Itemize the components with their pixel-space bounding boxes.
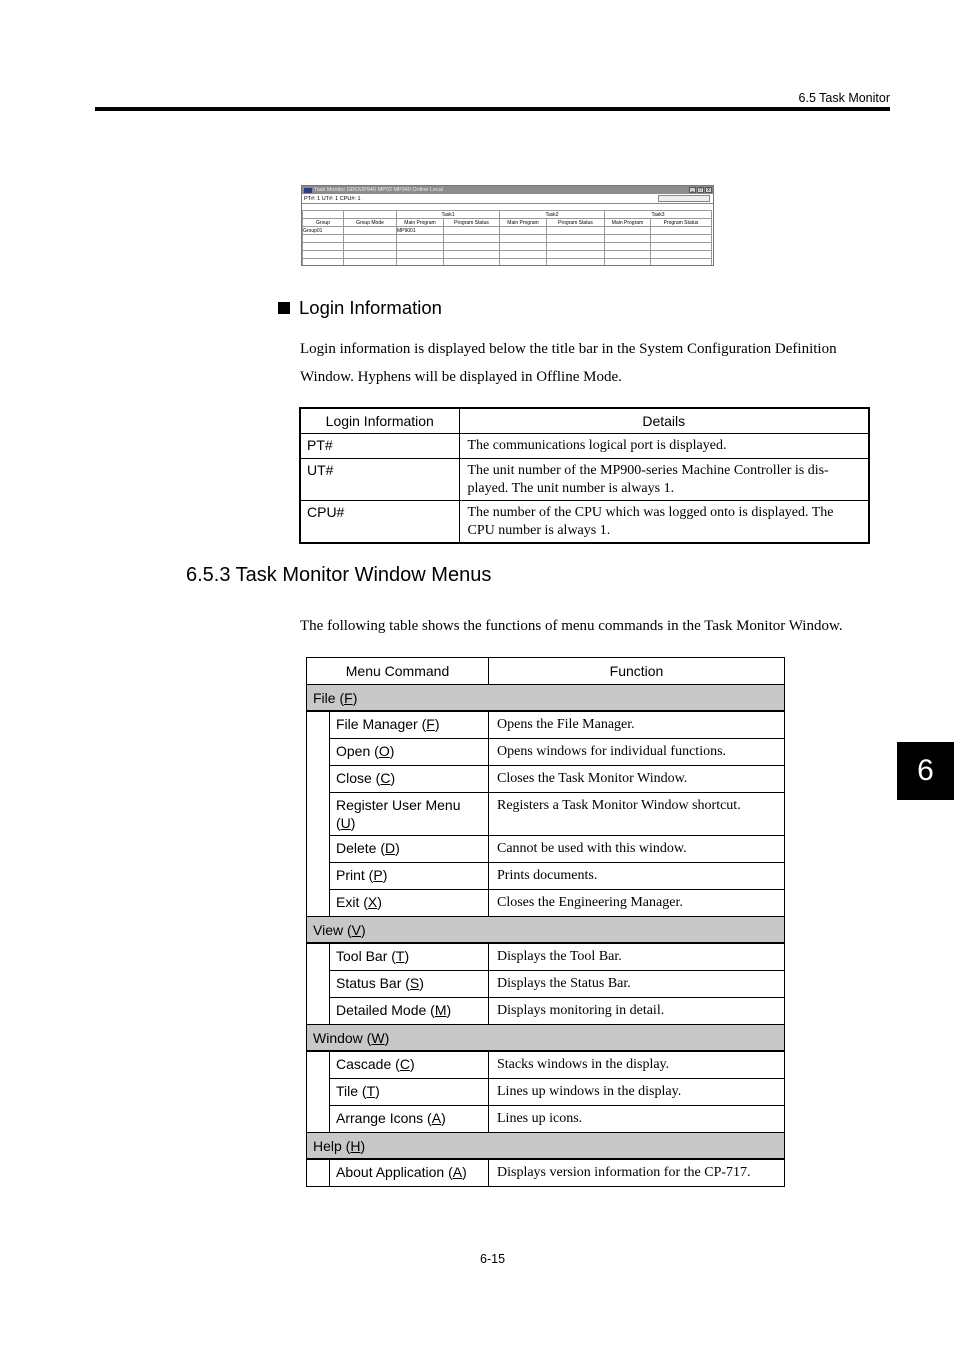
menu-command: Open (O) bbox=[330, 739, 489, 766]
close-icon: x bbox=[705, 187, 712, 193]
menu-group-row bbox=[307, 685, 785, 712]
indent-cell bbox=[307, 998, 330, 1025]
menu-group-label: View (V) bbox=[307, 917, 785, 944]
table-header: Details bbox=[459, 408, 869, 434]
menu-group-row bbox=[307, 1133, 785, 1160]
menu-item-row bbox=[307, 890, 785, 917]
grid-task-header: Task1 bbox=[397, 211, 500, 219]
menu-function: Displays monitoring in detail. bbox=[489, 998, 785, 1025]
menu-command: File Manager (F) bbox=[330, 711, 489, 739]
indent-cell bbox=[307, 863, 330, 890]
header-rule bbox=[95, 107, 890, 111]
grid-task-header: Task3 bbox=[605, 211, 712, 219]
grid-col-header: Group Mode bbox=[344, 219, 397, 227]
menu-item-row bbox=[307, 943, 785, 971]
menu-function: Stacks windows in the display. bbox=[489, 1051, 785, 1079]
indent-cell bbox=[307, 1079, 330, 1106]
page-number: 6-15 bbox=[480, 1252, 506, 1266]
menu-function: Displays version information for the CP-717. bbox=[489, 1159, 785, 1187]
menu-group-label: Window (W) bbox=[307, 1025, 785, 1052]
grid-cell: MP9001 bbox=[397, 227, 444, 235]
login-info-heading-text: Login Information bbox=[299, 297, 442, 318]
indent-cell bbox=[307, 1051, 330, 1079]
login-detail: The unit number of the MP900-series Machine Controller is dis-played. The unit number is always 1. bbox=[459, 459, 869, 501]
screenshot-title: Task Monitor GROUP940 MP02 MP940 Online Local bbox=[314, 187, 444, 193]
menu-item-row bbox=[307, 1079, 785, 1106]
indent-cell bbox=[307, 836, 330, 863]
menus-intro-paragraph: The following table shows the functions of menu commands in the Task Monitor Window. bbox=[300, 618, 843, 634]
menu-item-row bbox=[307, 1051, 785, 1079]
app-icon bbox=[304, 188, 312, 193]
grid-cell bbox=[344, 227, 397, 235]
menu-function: Displays the Status Bar. bbox=[489, 971, 785, 998]
indent-cell bbox=[307, 711, 330, 739]
menu-function: Registers a Task Monitor Window shortcut. bbox=[489, 793, 785, 836]
indent-cell bbox=[307, 1159, 330, 1187]
menu-command: About Application (A) bbox=[330, 1159, 489, 1187]
menu-item-row bbox=[307, 971, 785, 998]
menu-function: Displays the Tool Bar. bbox=[489, 943, 785, 971]
menu-command: Close (C) bbox=[330, 766, 489, 793]
menu-command: Delete (D) bbox=[330, 836, 489, 863]
login-info-heading bbox=[278, 297, 442, 319]
grid-col-header: Main Program bbox=[397, 219, 444, 227]
menu-item-row bbox=[307, 998, 785, 1025]
menu-group-label: File (F) bbox=[307, 685, 785, 712]
menu-function: Closes the Task Monitor Window. bbox=[489, 766, 785, 793]
chapter-tab: 6 bbox=[897, 742, 954, 800]
menu-group-label: Help (H) bbox=[307, 1133, 785, 1160]
menu-command: Status Bar (S) bbox=[330, 971, 489, 998]
menu-function: Closes the Engineering Manager. bbox=[489, 890, 785, 917]
menu-group-row bbox=[307, 917, 785, 944]
grid-task-header: Task2 bbox=[500, 211, 605, 219]
grid-col-header: Program Status bbox=[444, 219, 500, 227]
menu-function: Opens the File Manager. bbox=[489, 711, 785, 739]
grid-cell bbox=[444, 227, 500, 235]
table-header: Menu Command bbox=[307, 658, 489, 685]
login-item: CPU# bbox=[300, 501, 459, 544]
grid-col-header: Program Status bbox=[547, 219, 605, 227]
menu-command: Exit (X) bbox=[330, 890, 489, 917]
bullet-square-icon bbox=[278, 302, 290, 314]
indent-cell bbox=[307, 971, 330, 998]
maximize-icon: □ bbox=[698, 187, 703, 193]
login-info-paragraph: Login information is displayed below the title bar in the System Configuration Definition Window. Hyphens will be displayed in Offline Mode. bbox=[300, 341, 837, 385]
screenshot-login-line bbox=[302, 194, 713, 204]
login-item: PT# bbox=[300, 434, 459, 459]
menu-command: Tile (T) bbox=[330, 1079, 489, 1106]
menu-item-row bbox=[307, 836, 785, 863]
menu-command: Register User Menu (U) bbox=[330, 793, 489, 836]
indent-cell bbox=[307, 739, 330, 766]
grid-col-header: Main Program bbox=[500, 219, 547, 227]
menu-command: Cascade (C) bbox=[330, 1051, 489, 1079]
grid-col-header: Group bbox=[303, 219, 344, 227]
indent-cell bbox=[307, 943, 330, 971]
menu-command: Print (P) bbox=[330, 863, 489, 890]
login-info-table bbox=[299, 407, 870, 544]
menu-item-row bbox=[307, 793, 785, 836]
menu-function: Prints documents. bbox=[489, 863, 785, 890]
menu-group-row bbox=[307, 1025, 785, 1052]
minimize-icon: _ bbox=[689, 187, 696, 193]
menu-item-row bbox=[307, 863, 785, 890]
menu-command: Arrange Icons (A) bbox=[330, 1106, 489, 1133]
menu-function: Lines up windows in the display. bbox=[489, 1079, 785, 1106]
grid-cell bbox=[651, 227, 712, 235]
menu-item-row bbox=[307, 1159, 785, 1187]
menu-function: Cannot be used with this window. bbox=[489, 836, 785, 863]
indent-cell bbox=[307, 890, 330, 917]
grid-cell bbox=[605, 227, 651, 235]
screenshot-status-box bbox=[658, 195, 710, 202]
menu-function: Lines up icons. bbox=[489, 1106, 785, 1133]
login-item: UT# bbox=[300, 459, 459, 501]
table-header: Function bbox=[489, 658, 785, 685]
menu-item-row bbox=[307, 1106, 785, 1133]
indent-cell bbox=[307, 1106, 330, 1133]
subsection-heading: 6.5.3 Task Monitor Window Menus bbox=[186, 564, 492, 586]
menu-command: Tool Bar (T) bbox=[330, 943, 489, 971]
indent-cell bbox=[307, 766, 330, 793]
login-detail: The number of the CPU which was logged onto is displayed. The CPU number is always 1. bbox=[459, 501, 869, 544]
grid-blank bbox=[303, 211, 344, 219]
menu-item-row bbox=[307, 711, 785, 739]
grid-col-header: Main Program bbox=[605, 219, 651, 227]
grid-cell bbox=[547, 227, 605, 235]
menu-item-row bbox=[307, 766, 785, 793]
grid-cell: Group01 bbox=[303, 227, 344, 235]
menu-function: Opens windows for individual functions. bbox=[489, 739, 785, 766]
grid-blank bbox=[344, 211, 397, 219]
menu-item-row bbox=[307, 739, 785, 766]
grid-col-header: Program Status bbox=[651, 219, 712, 227]
table-header: Login Information bbox=[300, 408, 459, 434]
running-header: 6.5 Task Monitor bbox=[798, 91, 890, 105]
task-monitor-screenshot bbox=[301, 185, 714, 266]
menu-command: Detailed Mode (M) bbox=[330, 998, 489, 1025]
screenshot-login-text: PT#: 1 UT#: 1 CPU#: 1 bbox=[304, 195, 361, 202]
grid-cell bbox=[500, 227, 547, 235]
menu-commands-table bbox=[306, 657, 785, 1187]
screenshot-title-bar bbox=[302, 186, 713, 194]
login-detail: The communications logical port is displayed. bbox=[459, 434, 869, 459]
indent-cell bbox=[307, 793, 330, 836]
screenshot-grid bbox=[302, 210, 711, 266]
